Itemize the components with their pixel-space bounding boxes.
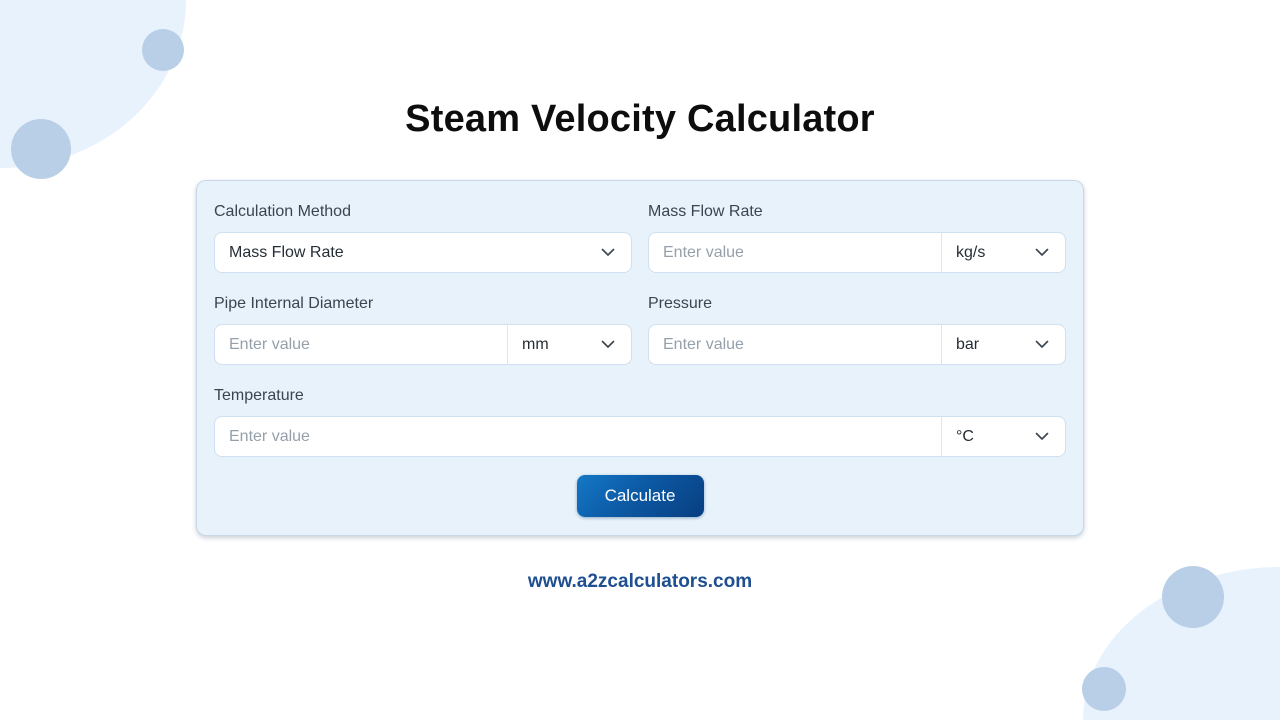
chevron-down-icon <box>601 248 615 257</box>
mass-flow-rate-unit-value: kg/s <box>956 243 986 261</box>
footer-site-link[interactable]: www.a2zcalculators.com <box>527 571 753 592</box>
temperature-unit-select[interactable] <box>941 416 1066 457</box>
mass-flow-rate-unit-select[interactable] <box>941 232 1066 273</box>
temperature-unit-value: °C <box>956 427 974 445</box>
field-temperature <box>214 386 1066 457</box>
pressure-input[interactable] <box>648 324 941 365</box>
chevron-down-icon <box>601 340 615 349</box>
chevron-down-icon <box>1035 340 1049 349</box>
pipe-internal-diameter-unit-value: mm <box>522 335 549 353</box>
field-calculation-method <box>214 194 632 273</box>
mass-flow-rate-label: Mass Flow Rate <box>648 203 763 220</box>
calculator-card <box>196 180 1084 536</box>
pipe-internal-diameter-input[interactable] <box>214 324 507 365</box>
decor-bottom-right-small-circle <box>1082 667 1126 711</box>
chevron-down-icon <box>1035 432 1049 441</box>
field-pressure <box>648 273 1066 365</box>
field-mass-flow-rate <box>648 194 1066 273</box>
mass-flow-rate-input[interactable] <box>648 232 941 273</box>
page-title: Steam Velocity Calculator <box>405 98 875 140</box>
pressure-label: Pressure <box>648 295 713 312</box>
pressure-unit-select[interactable] <box>941 324 1066 365</box>
calculation-method-label: Calculation Method <box>214 203 351 220</box>
calculate-button[interactable]: Calculate <box>577 475 704 517</box>
pressure-unit-value: bar <box>956 335 980 353</box>
temperature-label: Temperature <box>214 387 304 404</box>
chevron-down-icon <box>1035 248 1049 257</box>
pipe-internal-diameter-label: Pipe Internal Diameter <box>214 295 374 312</box>
pipe-internal-diameter-unit-select[interactable] <box>507 324 632 365</box>
calculation-method-select[interactable] <box>214 232 632 273</box>
temperature-input[interactable] <box>214 416 941 457</box>
calculation-method-selected-value: Mass Flow Rate <box>229 243 344 261</box>
field-pipe-internal-diameter <box>214 273 632 365</box>
